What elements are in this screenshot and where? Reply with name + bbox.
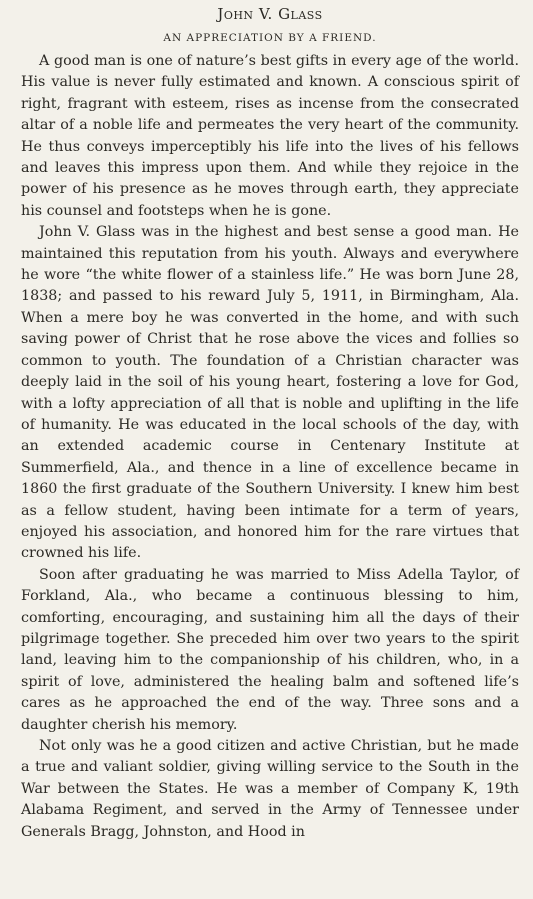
- paragraph: A good man is one of nature’s best gifts in every age of the world. His value is never fully estimated and known. A conscious spirit of right, fragrant with esteem, rises as incense from the consecrated altar of a noble life and permeates the very heart of the community. He thus conveys imperceptibly his life into the lives of his fellows and leaves this impress upon them. And while they rejoice in the power of his presence as he moves through earth, they appreciate his counsel and footsteps when he is gone.: [21, 53, 519, 219]
- paragraph: Soon after graduating he was married to Miss Adella Taylor, of Forkland, Ala., who became a continuous blessing to him, comforting, encouraging, and sustaining him all the days of their pilgrimage together. She preceded him over two years to the spirit land, leaving him to the companionship of his children, who, in a spirit of love, administered the healing balm and softened life’s cares as he approached the end of the way. Three sons and a daughter cherish his memory.: [21, 566, 519, 733]
- paragraph: Not only was he a good citizen and active Christian, but he made a true and valiant soldier, giving willing service to the South in the War between the States. He was a member of Company K, 19th Alabama Regiment, and served in the Army of Tennessee under Generals Bragg, Johnston, and Hood in: [21, 738, 519, 840]
- page-title: John V. Glass: [217, 5, 323, 23]
- paragraph: John V. Glass was in the highest and best sense a good man. He maintained this reputation from his youth. Always and everywhere he wore “the white flower of a stainless life.” He was born June 28, 1838; and passed to his reward July 5, 1911, in Birmingham, Ala. When a mere boy he was converted in the home, and with such saving power of Christ that he rose above the vices and follies so common to youth. The foundation of a Christian character was deeply laid in the soil of his young heart, fostering a love for God, with a lofty appreciation of all that is noble and uplifting in the life of humanity. He was educated in the local schools of the day, with an extended academic course in Centenary Institute at Summerfield, Ala., and thence in a line of excellence became in 1860 the first graduate of the Southern University. I knew him best as a fellow student, having been intimate for a term of years, enjoyed his association, and honored him for the rare virtues that crowned his life.: [21, 224, 519, 562]
- page-subtitle: AN APPRECIATION BY A FRIEND.: [163, 32, 377, 44]
